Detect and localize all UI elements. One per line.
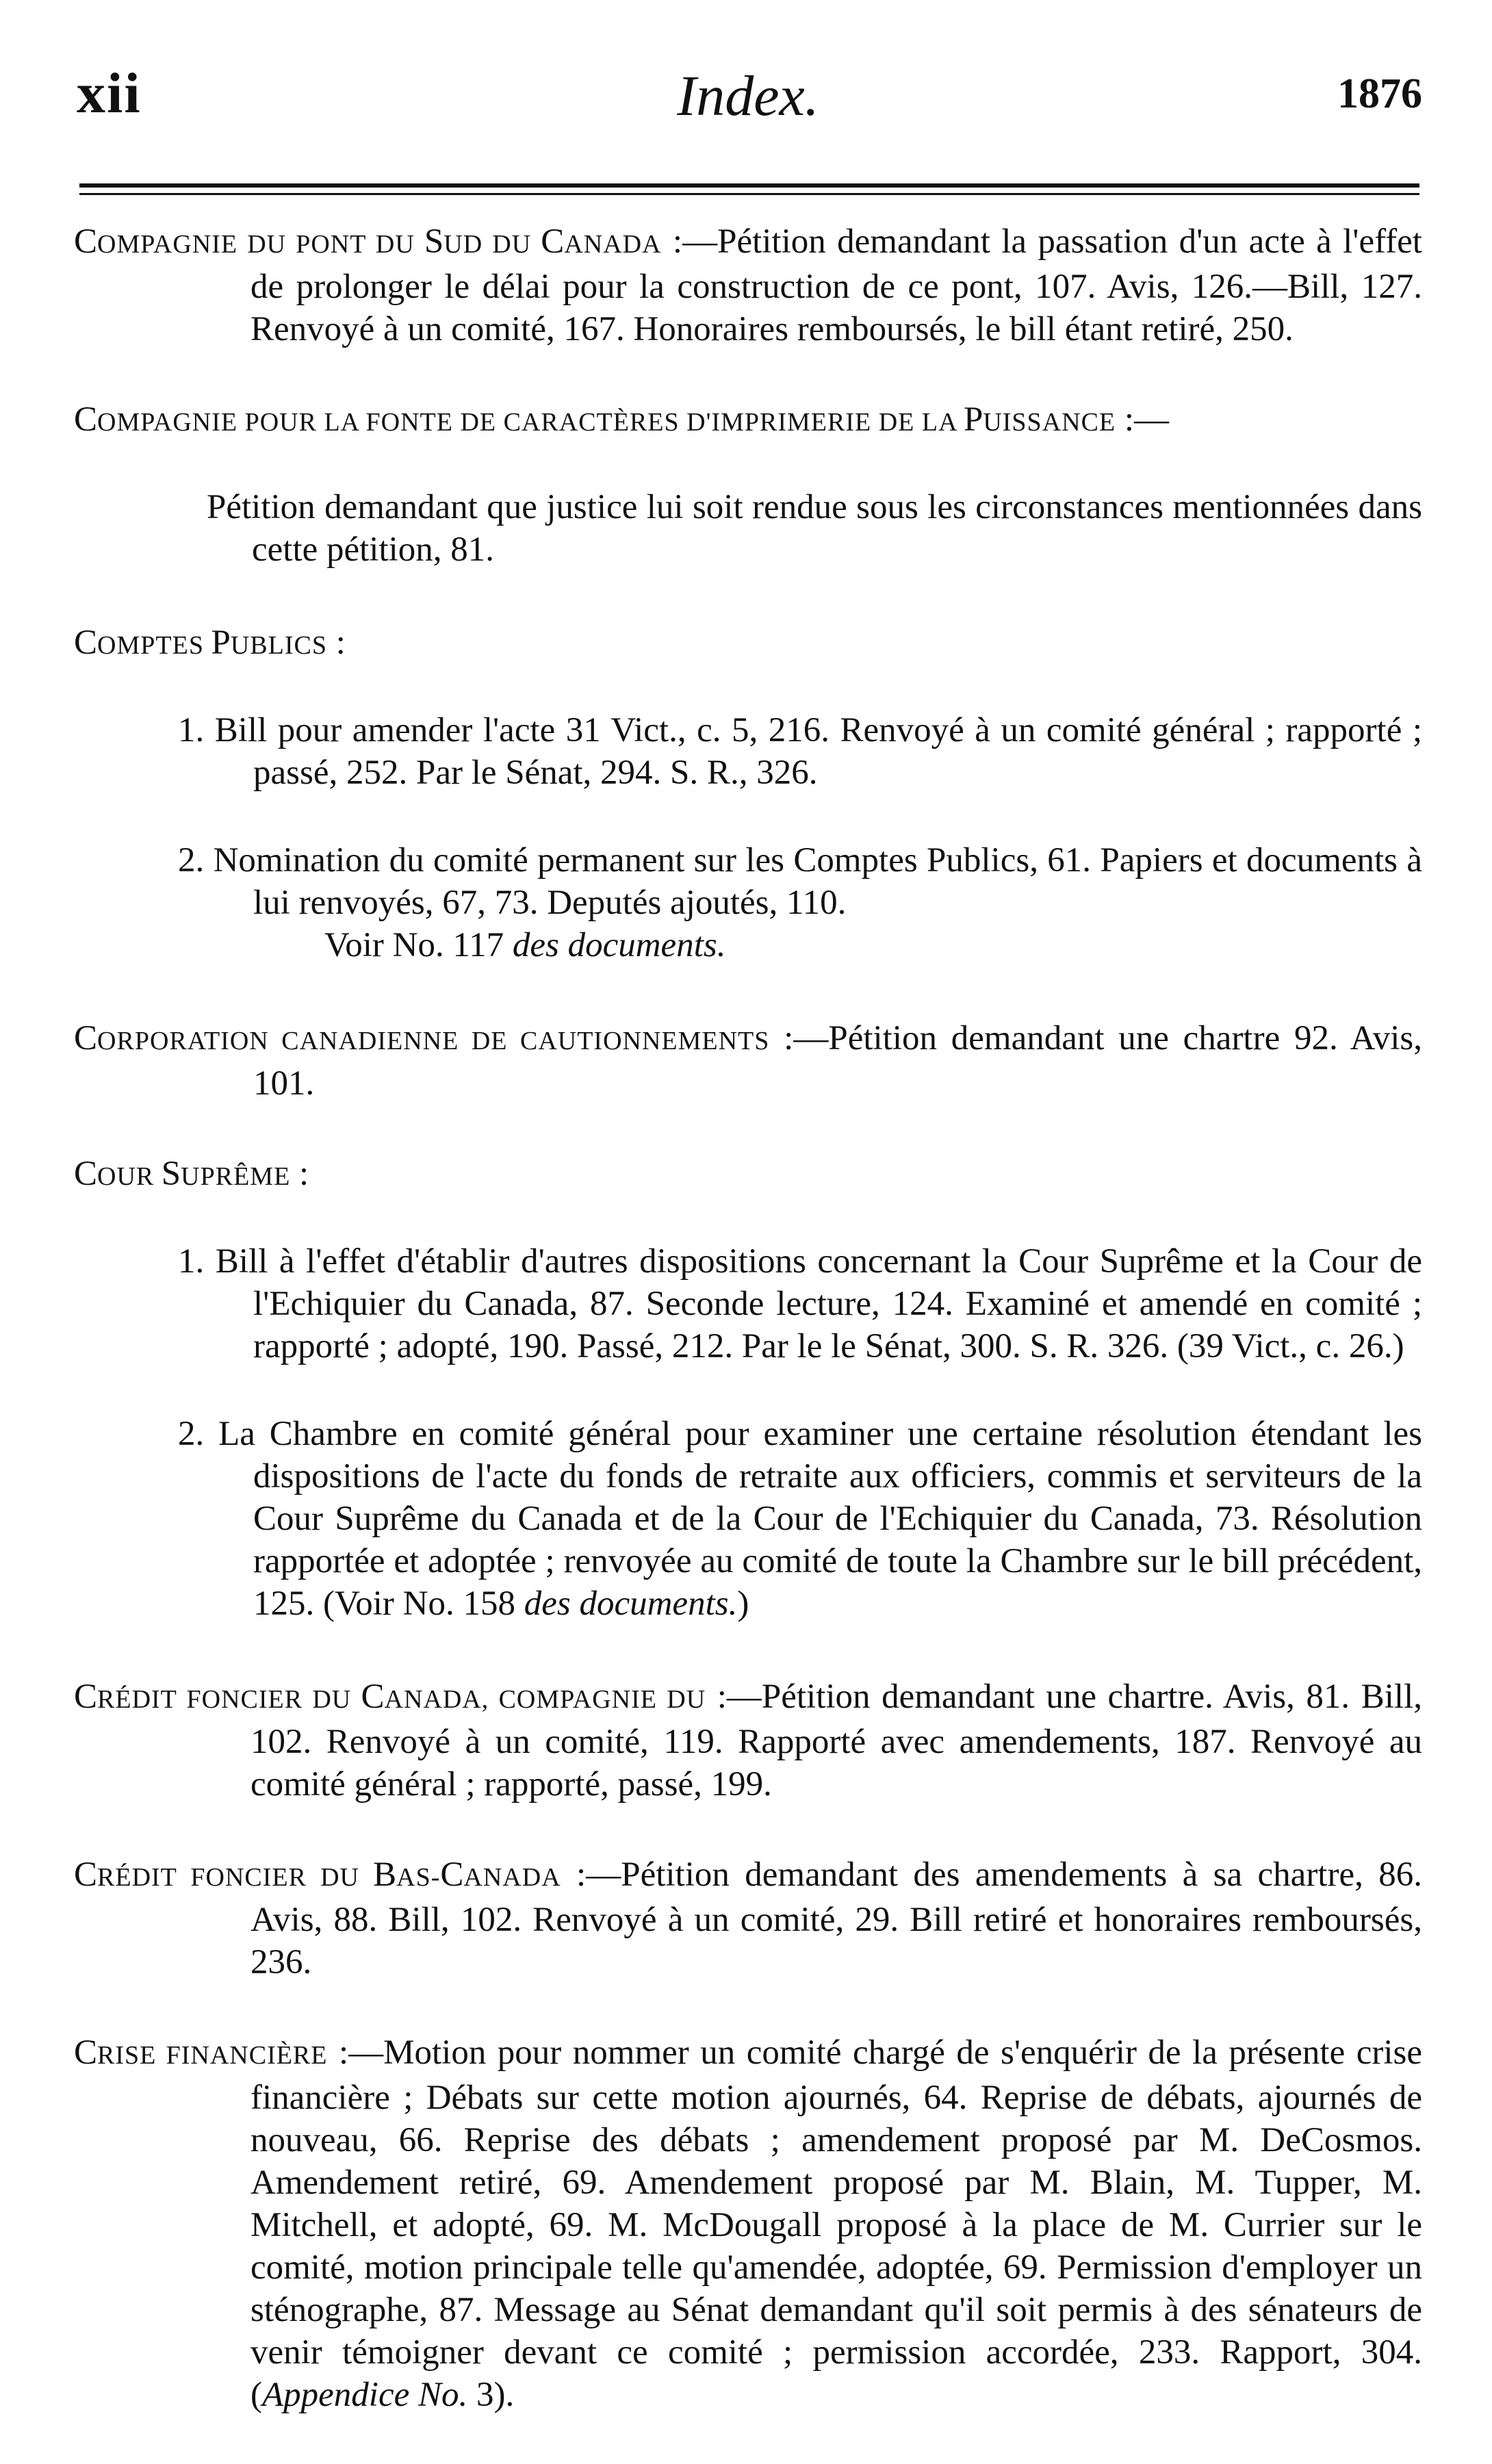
entry-heading-cap: C: [541, 222, 565, 261]
entry-heading-small: ORPORATION CANADIENNE DE CAUTIONNEMENTS: [97, 1027, 770, 1055]
entry-heading-small: OMPAGNIE POUR LA FONTE DE CARACTÈRES D'IMPRIMERIE DE LA: [97, 408, 964, 437]
entry-heading-small: UPRÊME: [181, 1162, 291, 1191]
entry-text: :—Motion pour nommer un comité chargé de s'enquérir de la présente crise financière ; Débats sur cette motion ajournés, 64. Reprise de débats, ajournés de nouveau, 66. Reprise des débats ; amendement proposé par M. DeCosmos. Amendement retiré, 69. Amendement proposé par M. Blain, M. Tupper, M. Mitchell, et adopté, 69. M. McDougall proposé à la place de M. Currier sur le comité, motion principale telle qu'amendée, adoptée, 69. Permission d'employer un sténographe, 87. Message au Sénat demandant qu'il soit permis à des sénateurs de venir témoigner devant ce comité ; permission accordée, 233. Rapport, 304. (: [250, 2033, 1422, 2414]
entry-text-italic: Appendice No.: [261, 2376, 468, 2414]
entry-heading-small: ANADA: [564, 230, 662, 259]
entry-heading-cap: S: [161, 1155, 181, 1193]
numbered-item: [74, 1413, 1422, 1625]
item-text-italic: des documents.: [524, 1584, 738, 1623]
page-title: Index.: [677, 64, 819, 128]
index-entry-heading: [74, 1153, 1422, 1198]
entry-heading-cap: S: [424, 222, 444, 261]
see-reference: [253, 924, 1422, 966]
entry-heading-small: OMPTES: [97, 631, 211, 660]
numbered-item: [74, 1240, 1422, 1368]
numbered-item: [74, 709, 1422, 794]
entry-heading-cap: C: [361, 1678, 385, 1716]
see-reference-prefix: Voir No. 117: [324, 926, 513, 964]
entry-heading-cap: P: [211, 624, 231, 662]
index-entry: [74, 1017, 1422, 1105]
item-text: 2. Nomination du comité permanent sur les Comptes Publics, 61. Papiers et documents à lui renvoyés, 67, 73. Deputés ajoutés, 110.: [178, 841, 1422, 922]
entry-heading-cap: C: [74, 400, 98, 439]
entry-text-end: 3).: [467, 2376, 515, 2414]
entry-heading-small: OMPAGNIE DU PONT DU: [97, 230, 424, 259]
index-entry: [74, 220, 1422, 350]
entry-heading-cap: C: [74, 2033, 98, 2072]
entry-text: :—Pétition demandant des amendements à sa chartre, 86. Avis, 88. Bill, 102. Renvoyé à un comité, 29. Bill retiré et honoraires remboursés, 236.: [250, 1856, 1422, 1981]
entry-heading-cap: B: [373, 1856, 397, 1894]
entry-text: :—: [1116, 400, 1170, 439]
entry-heading-cap: C: [440, 1856, 464, 1894]
index-content: [74, 220, 1422, 2464]
index-entry: [74, 2031, 1422, 2416]
index-entry-heading: [74, 621, 1422, 667]
numbered-item: [74, 839, 1422, 966]
entry-heading-cap: C: [74, 1155, 98, 1193]
entry-heading-small: UD DU: [443, 230, 541, 259]
entry-text: :: [326, 624, 346, 662]
entry-heading-cap: C: [74, 222, 98, 261]
header-rule-thick: [79, 183, 1419, 188]
index-page: [74, 0, 1422, 2414]
page-year: 1876: [1337, 70, 1422, 117]
entry-heading-small: ANADA, COMPAGNIE DU: [384, 1685, 706, 1714]
entry-heading-cap: C: [74, 1019, 98, 1057]
entry-paragraph: Pétition demandant que justice lui soit rendue sous les circonstances mentionnées dans cette pétition, 81.: [207, 488, 1422, 569]
header-rule-thin: [79, 193, 1419, 195]
see-reference-italic: des documents.: [512, 926, 726, 964]
item-text: 1. Bill pour amender l'acte 31 Vict., c. 5, 216. Renvoyé à un comité général ; rapporté ; passé, 252. Par le Sénat, 294. S. R., 326.: [178, 711, 1422, 792]
entry-heading-cap: C: [74, 1856, 98, 1894]
entry-text: :: [290, 1155, 309, 1193]
entry-heading-cap: C: [74, 624, 98, 662]
page-number: xii: [77, 62, 142, 125]
index-entry: [74, 1853, 1422, 1984]
entry-heading-cap: C: [74, 1678, 98, 1716]
entry-text: :—Pétition demandant la passation d'un acte à l'effet de prolonger le délai pour la construction de ce pont, 107. Avis, 126.—Bill, 127. Renvoyé à un comité, 167. Honoraires remboursés, le bill étant retiré, 250.: [250, 222, 1422, 348]
entry-heading-small: RÉDIT FONCIER DU: [97, 1863, 374, 1892]
entry-heading-small: AS-: [396, 1863, 441, 1892]
page-header: [74, 53, 1422, 129]
item-text: 1. Bill à l'effet d'établir d'autres dispositions concernant la Cour Suprême et la Cour de l'Echiquier du Canada, 87. Seconde lecture, 124. Examiné et amendé en comité ; rapporté ; adopté, 190. Passé, 212. Par le le Sénat, 300. S. R. 326. (39 Vict., c. 26.): [178, 1242, 1422, 1365]
index-entry: [74, 1676, 1422, 1806]
entry-heading-small: RISE FINANCIÈRE: [97, 2041, 328, 2070]
entry-heading-small: ANADA: [463, 1863, 561, 1892]
index-entry-heading: [74, 398, 1422, 444]
entry-text: :—Pétition demandant une chartre. Avis, 81. Bill, 102. Renvoyé à un comité, 119. Rapporté avec amendements, 187. Renvoyé au comité général ; rapporté, passé, 199.: [250, 1678, 1422, 1804]
entry-heading-small: RÉDIT FONCIER DU: [97, 1685, 361, 1714]
header-rule: [79, 183, 1419, 198]
entry-heading-small: OUR: [97, 1162, 162, 1191]
entry-heading-small: UBLICS: [230, 631, 327, 660]
item-text-end: ): [737, 1584, 749, 1623]
entry-heading-small: UISSANCE: [983, 408, 1116, 437]
item-text: 2. La Chambre en comité général pour examiner une certaine résolution étendant les dispositions de l'acte du fonds de retraite aux officiers, commis et serviteurs de la Cour Suprême du Canada et de la Cour de l'Echiquier du Canada, 73. Résolution rapportée et adoptée ; renvoyée au comité de toute la Chambre sur le bill précédent, 125. (Voir No. 158: [178, 1415, 1422, 1623]
entry-text: :—Pétition demandant une chartre 92. Avis, 101.: [253, 1019, 1422, 1103]
entry-heading-cap: P: [963, 400, 983, 439]
